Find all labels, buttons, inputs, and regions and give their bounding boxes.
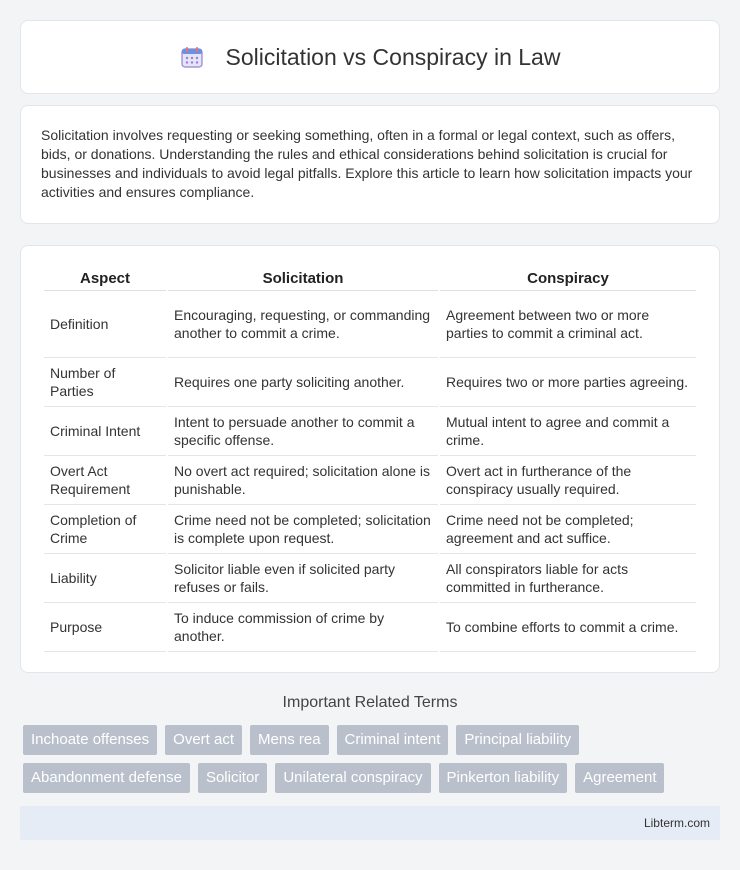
cell-aspect: Overt Act Requirement — [44, 456, 166, 505]
cell-solicitation: Crime need not be completed; solicitation is complete upon request. — [168, 505, 438, 554]
table-row — [44, 554, 696, 603]
cell-conspiracy: Crime need not be completed; agreement and act suffice. — [440, 505, 696, 554]
title-wrap — [180, 44, 561, 71]
header-solicitation: Solicitation — [168, 266, 438, 291]
related-terms-heading: Important Related Terms — [282, 694, 458, 711]
term-tag[interactable]: Criminal intent — [337, 725, 449, 755]
cell-aspect: Number of Parties — [44, 358, 166, 407]
term-tag[interactable]: Agreement — [575, 763, 664, 793]
table-row — [44, 291, 696, 358]
intro-text: Solicitation involves requesting or seeking something, often in a formal or legal context, such as offers, bids, or donations. Understanding the rules and ethical considerations behind solicitation is crucial for businesses and individuals to avoid legal pitfalls. Explore this article to learn how solicitation impacts your activities and ensures compliance. — [41, 127, 693, 200]
cell-solicitation: Encouraging, requesting, or commanding another to commit a crime. — [168, 291, 438, 358]
cell-solicitation: Requires one party soliciting another. — [168, 358, 438, 407]
cell-conspiracy: Requires two or more parties agreeing. — [440, 358, 696, 407]
page-title: Solicitation vs Conspiracy in Law — [225, 43, 561, 70]
cell-solicitation: Solicitor liable even if solicited party refuses or fails. — [168, 554, 438, 603]
term-row — [23, 725, 723, 755]
cell-aspect: Criminal Intent — [44, 407, 166, 456]
cell-aspect: Completion of Crime — [44, 505, 166, 554]
header-conspiracy: Conspiracy — [440, 266, 696, 291]
cell-solicitation: Intent to persuade another to commit a specific offense. — [168, 407, 438, 456]
comparison-table-card — [20, 245, 720, 673]
table-row — [44, 603, 696, 652]
term-tag[interactable]: Mens rea — [250, 725, 329, 755]
footer-site-link[interactable]: Libterm.com — [643, 816, 710, 830]
cell-aspect: Liability — [44, 554, 166, 603]
related-terms — [23, 725, 723, 801]
intro-card — [20, 105, 720, 224]
table-row — [44, 456, 696, 505]
calendar-icon — [180, 45, 204, 69]
cell-conspiracy: Agreement between two or more parties to commit a criminal act. — [440, 291, 696, 358]
term-row — [23, 763, 723, 793]
cell-conspiracy: All conspirators liable for acts committed in furtherance. — [440, 554, 696, 603]
cell-aspect: Purpose — [44, 603, 166, 652]
comparison-table — [42, 266, 698, 652]
cell-conspiracy: To combine efforts to commit a crime. — [440, 603, 696, 652]
term-tag[interactable]: Unilateral conspiracy — [275, 763, 430, 793]
term-tag[interactable]: Solicitor — [198, 763, 267, 793]
header-card — [20, 20, 720, 94]
footer — [20, 806, 720, 840]
table-row — [44, 407, 696, 456]
table-header-row — [44, 266, 696, 291]
cell-solicitation: No overt act required; solicitation alone is punishable. — [168, 456, 438, 505]
term-tag[interactable]: Pinkerton liability — [439, 763, 568, 793]
term-tag[interactable]: Inchoate offenses — [23, 725, 157, 755]
cell-solicitation: To induce commission of crime by another. — [168, 603, 438, 652]
cell-conspiracy: Overt act in furtherance of the conspiracy usually required. — [440, 456, 696, 505]
term-tag[interactable]: Abandonment defense — [23, 763, 190, 793]
table-row — [44, 358, 696, 407]
term-tag[interactable]: Overt act — [165, 725, 242, 755]
cell-conspiracy: Mutual intent to agree and commit a crime. — [440, 407, 696, 456]
cell-aspect: Definition — [44, 291, 166, 358]
table-row — [44, 505, 696, 554]
term-tag[interactable]: Principal liability — [456, 725, 579, 755]
header-aspect: Aspect — [44, 266, 166, 291]
